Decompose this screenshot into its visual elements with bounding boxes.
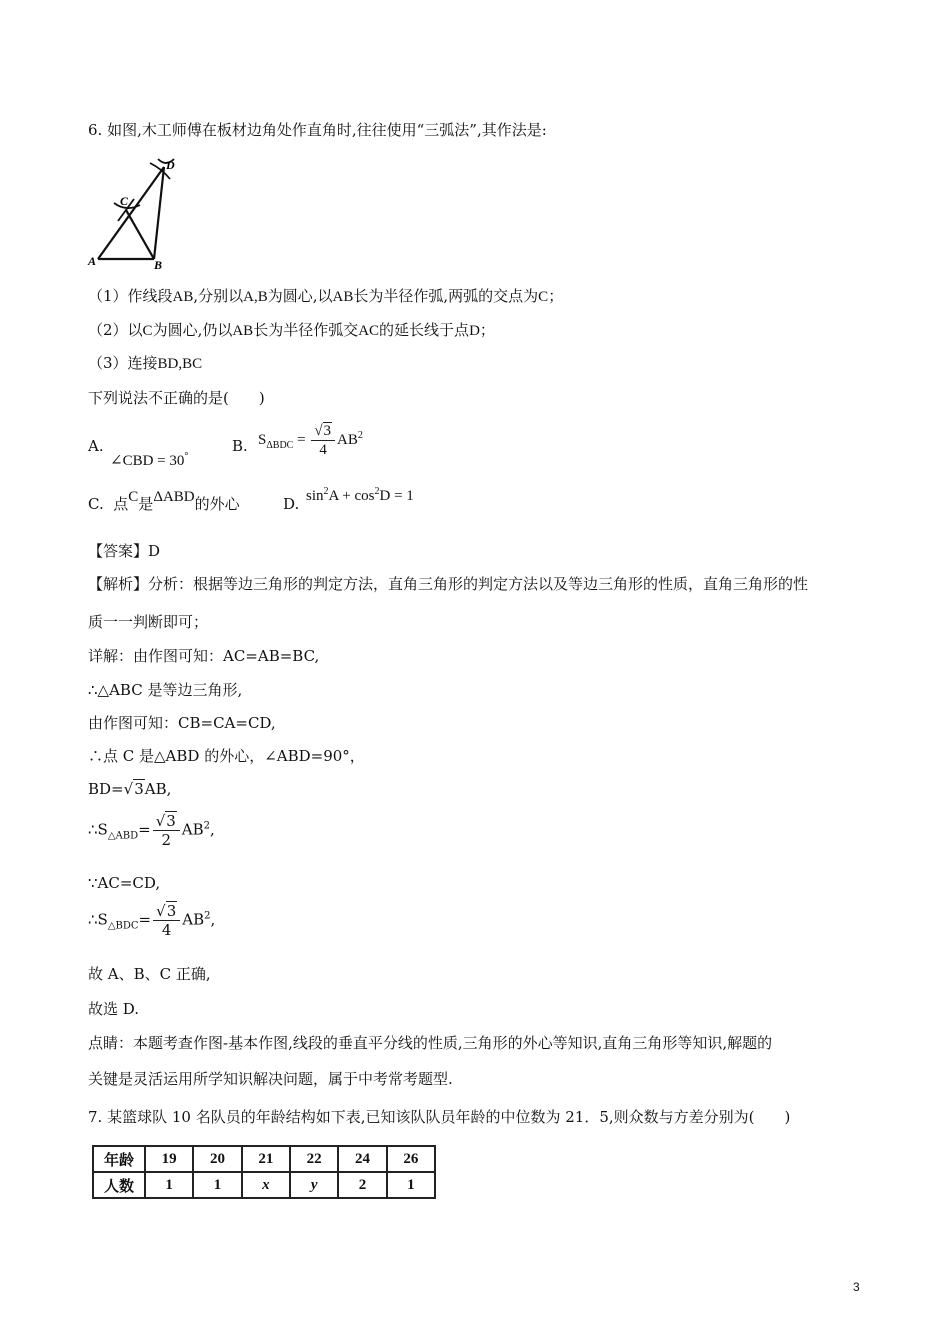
label-b: B (154, 258, 163, 272)
triangle-lines (98, 167, 164, 259)
option-b-label: B. (232, 437, 248, 455)
option-b-expr: $S_{\Delta BDC}$ = $\frac{√3}{4}$ $AB^2$ (258, 423, 363, 458)
option-a-label: A. (88, 437, 104, 455)
table-cell: 21 (242, 1146, 290, 1172)
detail-line-7: ∵AC=CD, (88, 874, 161, 892)
analysis-line-1: 【解析】分析：根据等边三角形的判定方法，直角三角形的判定方法以及等边三角形的性质，直角三角形的性 (88, 575, 809, 593)
table-cell: 22 (290, 1146, 338, 1172)
q6-step-3: （3）连接BD,BC (88, 354, 203, 372)
table-cell: 人数 (93, 1172, 145, 1198)
detail-line-1: 详解：由作图可知：AC=AB=BC, (88, 647, 320, 665)
table-cell: 26 (387, 1146, 435, 1172)
table-cell: 19 (145, 1146, 193, 1172)
table-cell: y (290, 1172, 338, 1198)
table-cell: x (242, 1172, 290, 1198)
comment-line-1: 点睛：本题考查作图-基本作图,线段的垂直平分线的性质,三角形的外心等知识,直角三角形等知识,解题的 (88, 1034, 773, 1052)
detail-line-9: 故 A、B、C 正确, (88, 965, 211, 983)
table-cell: 年龄 (93, 1146, 145, 1172)
q6-stem: 6. 如图,木工师傅在板材边角处作直角时,往往使用“三弧法”,其作法是: (88, 121, 547, 139)
comment-line-2: 关键是灵活运用所学知识解决问题，属于中考常考题型. (88, 1070, 453, 1088)
table-cell: 1 (387, 1172, 435, 1198)
q6-construction-figure (86, 155, 186, 273)
option-a-expr: ∠CBD = 30° (110, 451, 189, 469)
label-c: C (120, 194, 129, 208)
option-c: C. 点C是ΔABD的外心 (88, 489, 240, 513)
construction-arcs (114, 159, 174, 221)
detail-line-6: $\therefore S_{\triangle ABD}=$ $\frac{√3}{2}$ $AB^2$, (88, 812, 215, 849)
detail-line-2: ∴△ABC 是等边三角形, (88, 681, 243, 699)
q6-question: 下列说法不正确的是( ) (88, 389, 265, 407)
detail-line-5: BD=√3AB, (88, 780, 172, 798)
detail-line-3: 由作图可知：CB=CA=CD, (88, 714, 276, 732)
table-cell: 1 (193, 1172, 241, 1198)
table-row (93, 1172, 435, 1198)
q6-step-1: （1）作线段AB,分别以A,B为圆心,以AB长为半径作弧,两弧的交点为C； (88, 287, 564, 305)
label-d: D (166, 158, 175, 172)
label-a: A (88, 254, 97, 268)
table-row (93, 1146, 435, 1172)
page-number: 3 (853, 1280, 860, 1294)
option-d-expr: $\sin^2A + \cos^2D = 1$ (306, 486, 414, 504)
table-cell: 1 (145, 1172, 193, 1198)
detail-line-10: 故选 D. (88, 1000, 140, 1018)
option-d-label: D. (283, 495, 300, 513)
table-cell: 24 (338, 1146, 386, 1172)
answer-label: 【答案】D (88, 542, 161, 560)
q7-age-table (92, 1145, 436, 1199)
detail-line-4: ∴点 C 是△ABD 的外心，∠ABD=90°， (88, 747, 365, 765)
detail-line-8: $\therefore S_{\triangle BDC}=$ $\frac{√3}{4}$ $AB^2$, (88, 902, 216, 939)
table-cell: 20 (193, 1146, 241, 1172)
table-cell: 2 (338, 1172, 386, 1198)
q7-stem: 7. 某篮球队 10 名队员的年龄结构如下表,已知该队队员年龄的中位数为 21．5,则众数与方差分别为( ) (88, 1108, 791, 1126)
analysis-line-2: 质一一判断即可； (88, 613, 209, 631)
q6-step-2: （2）以C为圆心,仍以AB长为半径作弧交AC的延长线于点D； (88, 321, 495, 339)
